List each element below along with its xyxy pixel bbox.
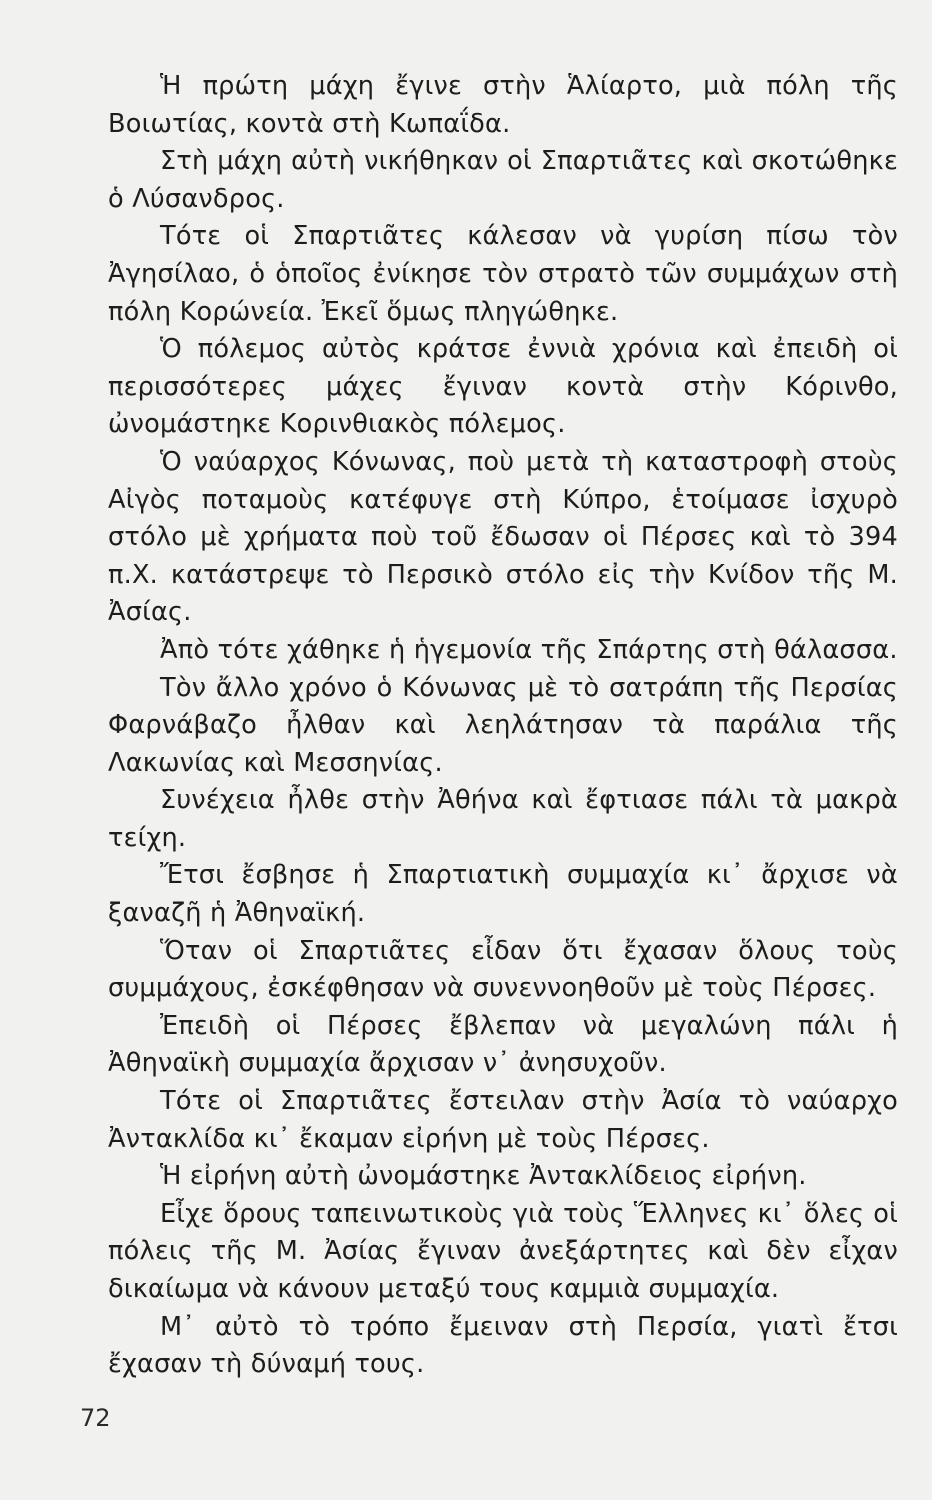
paragraph-3: Τότε οἱ Σπαρτιᾶτες κάλεσαν νὰ γυρίση πίσω τὸν Ἀγησίλαο, ὁ ὁποῖος ἐνίκησε τὸν στρατὸ τῶν συμμάχων στὴ πόλη Κορώνεία. Ἐκεῖ ὅμως πληγώθηκε. <box>108 221 898 327</box>
paragraph-14: Εἶχε ὅρους ταπεινωτικοὺς γιὰ τοὺς Ἕλληνες κι᾿ ὅλες οἱ πόλεις τῆς Μ. Ἀσίας ἔγιναν ἀνεξάρτητες καὶ δὲν εἶχαν δικαίωμα νὰ κάνουν μεταξύ τους καμμιὰ συμμαχία. <box>108 1198 898 1304</box>
paragraph-8: Συνέχεια ἦλθε στὴν Ἀθήνα καὶ ἔφτιασε πάλι τὰ μακρὰ τείχη. <box>108 785 898 853</box>
paragraph-5: Ὁ ναύαρχος Κόνωνας, ποὺ μετὰ τὴ καταστροφὴ στοὺς Αἰγὸς ποταμοὺς κατέφυγε στὴ Κύπρο, ἑτοίμασε ἰσχυρὸ στόλο μὲ χρήματα ποὺ τοῦ ἔδωσαν οἱ Πέρσες καὶ τὸ 394 π.Χ. κατάστρεψε τὸ Περσικὸ στόλο εἰς τὴν Κνίδον τῆς Μ. Ἀσίας. <box>108 446 898 628</box>
paragraph-9: Ἔτσι ἔσβησε ἡ Σπαρτιατικὴ συμμαχία κι᾿ ἄρχισε νὰ ξαναζῆ ἡ Ἀθηναϊκή. <box>108 860 898 929</box>
paragraph-4: Ὁ πόλεμος αὐτὸς κράτσε ἐννιὰ χρόνια καὶ ἐπειδὴ οἱ περισσότερες μάχες ἔγιναν κοντὰ στὴν Κόρινθο, ὠνομάστηκε Κορινθιακὸς πόλεμος. <box>108 334 898 440</box>
paragraph-2: Στὴ μάχη αὐτὴ νικήθηκαν οἱ Σπαρτιᾶτες καὶ σκοτώθηκε ὁ Λύσανδρος. <box>108 146 898 214</box>
paragraph-1: Ἡ πρώτη μάχη ἔγινε στὴν Ἁλίαρτο, μιὰ πόλη τῆς Βοιωτίας, κοντὰ στὴ Κωπαΐδα. <box>108 71 898 139</box>
paragraph-15: Μ᾿ αὐτὸ τὸ τρόπο ἔμειναν στὴ Περσία, γιατὶ ἔτσι ἔχασαν τὴ δύναμή τους. <box>108 1311 898 1380</box>
paragraph-6: Ἀπὸ τότε χάθηκε ἡ ἡγεμονία τῆς Σπάρτης στὴ θάλασσα. <box>160 634 898 665</box>
paragraph-10: Ὅταν οἱ Σπαρτιᾶτες εἶδαν ὅτι ἔχασαν ὅλους τοὺς συμμάχους, ἐσκέφθησαν νὰ συνεννοηθοῦν μὲ τοὺς Πέρσες. <box>108 935 898 1004</box>
page-number: 72 <box>80 1404 111 1432</box>
paragraph-13: Ἡ εἰρήνη αὐτὴ ὠνομάστηκε Ἀντακλίδειος εἰρήνη. <box>160 1161 807 1192</box>
paragraph-11: Ἐπειδὴ οἱ Πέρσες ἔβλεπαν νὰ μεγαλώνη πάλι ἡ Ἀθηναϊκὴ συμμαχία ἄρχισαν ν᾿ ἀνησυχοῦν. <box>108 1010 898 1079</box>
body-text <box>108 68 898 1384</box>
paragraph-12: Τότε οἱ Σπαρτιᾶτες ἔστειλαν στὴν Ἀσία τὸ ναύαρχο Ἀντακλίδα κι᾿ ἔκαμαν εἰρήνη μὲ τοὺς Πέρσες. <box>108 1086 898 1154</box>
paragraph-7: Τὸν ἄλλο χρόνο ὁ Κόνωνας μὲ τὸ σατράπη τῆς Περσίας Φαρνάβαζο ἦλθαν καὶ λεηλάτησαν τὰ παράλια τῆς Λακωνίας καὶ Μεσσηνίας. <box>108 672 898 778</box>
